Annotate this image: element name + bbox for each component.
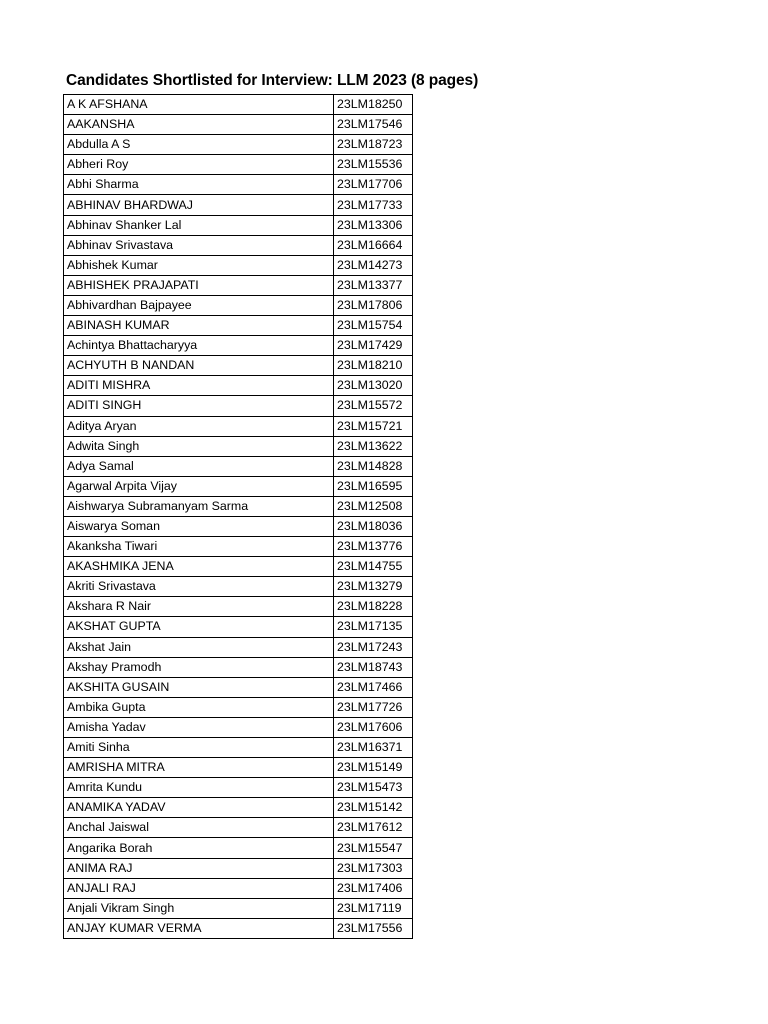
table-row (64, 798, 413, 818)
candidate-id: 23LM17706 (334, 175, 413, 195)
candidate-id: 23LM13279 (334, 577, 413, 597)
candidate-name: Achintya Bhattacharyya (64, 336, 334, 356)
candidate-name: Amiti Sinha (64, 738, 334, 758)
candidate-name: ABHINAV BHARDWAJ (64, 195, 334, 215)
candidate-id: 23LM17303 (334, 858, 413, 878)
candidate-name: Abhishek Kumar (64, 255, 334, 275)
candidate-id: 23LM17135 (334, 617, 413, 637)
table-row (64, 496, 413, 516)
candidate-id: 23LM17806 (334, 295, 413, 315)
candidate-id: 23LM13622 (334, 436, 413, 456)
candidate-name: ACHYUTH B NANDAN (64, 356, 334, 376)
candidate-name: ADITI MISHRA (64, 376, 334, 396)
candidate-name: AKSHAT GUPTA (64, 617, 334, 637)
table-row (64, 557, 413, 577)
table-row (64, 195, 413, 215)
candidate-id: 23LM17243 (334, 637, 413, 657)
table-row (64, 758, 413, 778)
table-row (64, 115, 413, 135)
table-row (64, 818, 413, 838)
table-row (64, 275, 413, 295)
candidate-id: 23LM15473 (334, 778, 413, 798)
table-row (64, 155, 413, 175)
candidate-id: 23LM18210 (334, 356, 413, 376)
candidate-name: Akshara R Nair (64, 597, 334, 617)
candidate-id: 23LM13020 (334, 376, 413, 396)
candidate-id: 23LM17119 (334, 898, 413, 918)
table-row (64, 135, 413, 155)
candidate-name: AKASHMIKA JENA (64, 557, 334, 577)
table-row (64, 878, 413, 898)
table-row (64, 436, 413, 456)
candidate-name: Aishwarya Subramanyam Sarma (64, 496, 334, 516)
table-row (64, 235, 413, 255)
candidate-id: 23LM16371 (334, 738, 413, 758)
table-row (64, 617, 413, 637)
candidates-table (63, 94, 413, 939)
candidate-name: ABHISHEK PRAJAPATI (64, 275, 334, 295)
candidate-name: Abheri Roy (64, 155, 334, 175)
candidate-name: AKSHITA GUSAIN (64, 677, 334, 697)
table-row (64, 697, 413, 717)
table-row (64, 336, 413, 356)
candidate-name: Abdulla A S (64, 135, 334, 155)
table-row (64, 476, 413, 496)
table-row (64, 778, 413, 798)
candidate-name: ANJALI RAJ (64, 878, 334, 898)
candidate-id: 23LM17406 (334, 878, 413, 898)
candidate-id: 23LM14828 (334, 456, 413, 476)
candidate-id: 23LM15572 (334, 396, 413, 416)
candidate-name: Abhinav Shanker Lal (64, 215, 334, 235)
table-row (64, 175, 413, 195)
table-row (64, 838, 413, 858)
table-row (64, 416, 413, 436)
candidate-name: Angarika Borah (64, 838, 334, 858)
table-row (64, 918, 413, 938)
candidate-name: Anjali Vikram Singh (64, 898, 334, 918)
candidate-id: 23LM12508 (334, 496, 413, 516)
candidate-name: ANAMIKA YADAV (64, 798, 334, 818)
candidate-id: 23LM17466 (334, 677, 413, 697)
candidate-id: 23LM17612 (334, 818, 413, 838)
table-row (64, 396, 413, 416)
candidate-name: ABINASH KUMAR (64, 316, 334, 336)
table-row (64, 637, 413, 657)
candidate-name: Amisha Yadav (64, 717, 334, 737)
candidate-name: Adwita Singh (64, 436, 334, 456)
table-row (64, 95, 413, 115)
candidate-id: 23LM18250 (334, 95, 413, 115)
candidate-id: 23LM13306 (334, 215, 413, 235)
candidate-id: 23LM15536 (334, 155, 413, 175)
candidate-id: 23LM16664 (334, 235, 413, 255)
candidate-id: 23LM17733 (334, 195, 413, 215)
candidate-name: Aditya Aryan (64, 416, 334, 436)
table-row (64, 677, 413, 697)
candidate-name: ANIMA RAJ (64, 858, 334, 878)
candidate-id: 23LM15149 (334, 758, 413, 778)
candidate-name: Agarwal Arpita Vijay (64, 476, 334, 496)
candidate-name: Akanksha Tiwari (64, 537, 334, 557)
candidate-name: Abhivardhan Bajpayee (64, 295, 334, 315)
candidate-id: 23LM16595 (334, 476, 413, 496)
table-row (64, 717, 413, 737)
candidate-name: Adya Samal (64, 456, 334, 476)
candidate-name: Akshat Jain (64, 637, 334, 657)
candidate-id: 23LM17726 (334, 697, 413, 717)
table-row (64, 316, 413, 336)
candidate-name: Ambika Gupta (64, 697, 334, 717)
candidate-name: Amrita Kundu (64, 778, 334, 798)
candidate-id: 23LM15721 (334, 416, 413, 436)
candidate-id: 23LM18228 (334, 597, 413, 617)
table-row (64, 858, 413, 878)
candidate-name: A K AFSHANA (64, 95, 334, 115)
table-row (64, 597, 413, 617)
candidate-id: 23LM17606 (334, 717, 413, 737)
table-row (64, 215, 413, 235)
table-row (64, 577, 413, 597)
table-row (64, 516, 413, 536)
table-row (64, 657, 413, 677)
candidate-id: 23LM18036 (334, 516, 413, 536)
table-row (64, 376, 413, 396)
table-row (64, 898, 413, 918)
candidate-name: Abhi Sharma (64, 175, 334, 195)
candidate-id: 23LM14273 (334, 255, 413, 275)
candidate-name: Anchal Jaiswal (64, 818, 334, 838)
candidate-id: 23LM17546 (334, 115, 413, 135)
candidate-name: AMRISHA MITRA (64, 758, 334, 778)
candidate-id: 23LM13377 (334, 275, 413, 295)
candidates-table-body (64, 95, 413, 939)
candidate-name: Akriti Srivastava (64, 577, 334, 597)
table-row (64, 356, 413, 376)
table-row (64, 456, 413, 476)
candidate-name: AAKANSHA (64, 115, 334, 135)
candidate-id: 23LM15754 (334, 316, 413, 336)
page-title: Candidates Shortlisted for Interview: LLM 2023 (8 pages) (66, 72, 479, 89)
table-row (64, 537, 413, 557)
candidate-id: 23LM15547 (334, 838, 413, 858)
table-row (64, 295, 413, 315)
candidate-id: 23LM18723 (334, 135, 413, 155)
table-row (64, 738, 413, 758)
table-row (64, 255, 413, 275)
candidate-name: Akshay Pramodh (64, 657, 334, 677)
candidate-id: 23LM17556 (334, 918, 413, 938)
candidate-id: 23LM18743 (334, 657, 413, 677)
candidate-id: 23LM15142 (334, 798, 413, 818)
candidate-name: ADITI SINGH (64, 396, 334, 416)
candidate-id: 23LM14755 (334, 557, 413, 577)
candidate-name: Abhinav Srivastava (64, 235, 334, 255)
candidate-name: Aiswarya Soman (64, 516, 334, 536)
candidate-id: 23LM17429 (334, 336, 413, 356)
candidate-id: 23LM13776 (334, 537, 413, 557)
candidate-name: ANJAY KUMAR VERMA (64, 918, 334, 938)
